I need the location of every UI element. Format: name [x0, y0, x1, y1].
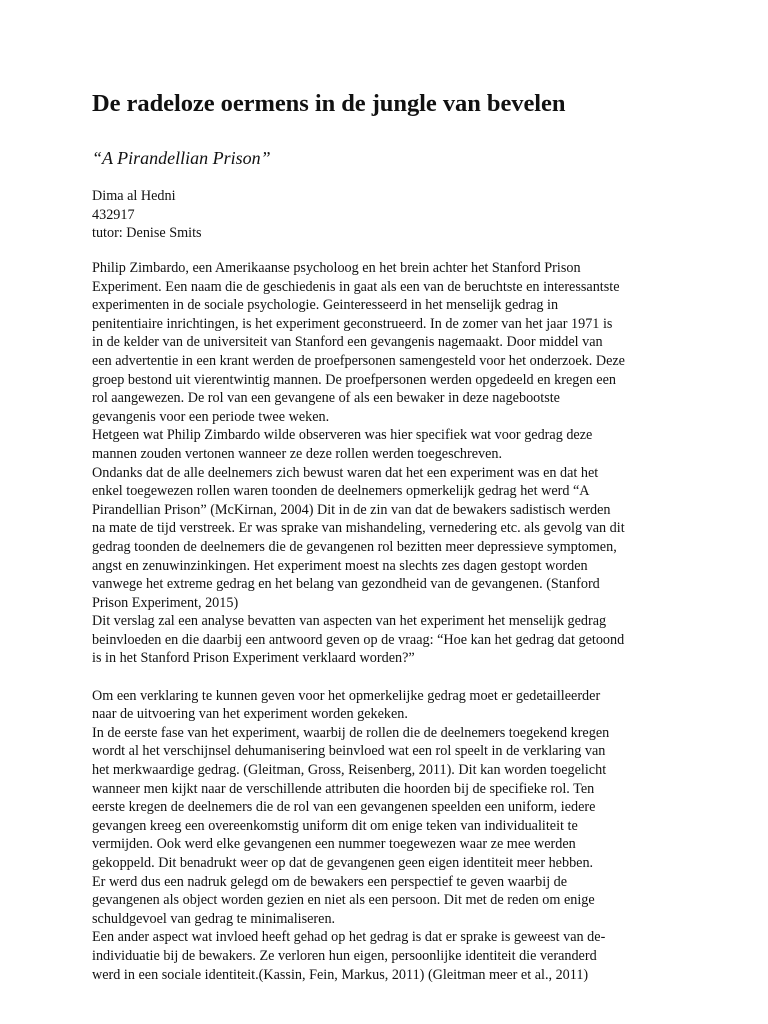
student-number: 432917: [92, 206, 135, 223]
text-line: experimenten in de sociale psychologie. Geinteresseerd in het menselijk gedrag in: [92, 297, 559, 314]
text-line: in de kelder van de universiteit van Stanford een gevangenis nagemaakt. Door middel van: [92, 334, 603, 351]
text-line: wanneer men kijkt naar de verschillende attributen die hoorden bij de specifieke rol. Ten: [92, 780, 595, 797]
text-line: Ondanks dat de alle deelnemers zich bewust waren dat het een experiment was en dat het: [92, 464, 599, 481]
text-line: In de eerste fase van het experiment, waarbij de rollen die de deelnemers toegekend kregen: [92, 724, 610, 741]
text-line: angst en zenuwinzinkingen. Het experiment moest na slechts zes dagen gestopt worden: [92, 557, 588, 574]
text-line: werd in een sociale identiteit.(Kassin, Fein, Markus, 2011) (Gleitman meer et al., 2011): [92, 966, 589, 983]
body-text: [92, 259, 702, 984]
document-title: De radeloze oermens in de jungle van bevelen: [92, 90, 566, 117]
text-line: gevangen kreeg een overeenkomstig uniform dit om enige teken van individualiteit te: [92, 817, 578, 834]
text-line: Een ander aspect wat invloed heeft gehad op het gedrag is dat er sprake is geweest van de-: [92, 929, 606, 946]
text-line: het merkwaardige gedrag. (Gleitman, Gross, Reisenberg, 2011). Dit kan worden toegelicht: [92, 762, 607, 779]
text-line: penitentiaire inrichtingen, is het experiment geconstrueerd. In de zomer van het jaar 1971 is: [92, 315, 613, 332]
paragraph-spacer: [92, 668, 702, 687]
text-line: naar de uitvoering van het experiment worden gekeken.: [92, 706, 408, 723]
text-line: groep bestond uit vierentwintig mannen. De proefpersonen werden opgedeeld en kregen een: [92, 371, 616, 388]
text-line: individuatie bij de bewakers. Ze verloren hun eigen, persoonlijke identiteit die veranderd: [92, 947, 597, 964]
document-subtitle: “A Pirandellian Prison”: [92, 148, 271, 168]
text-line: vanwege het extreme gedrag en het belang van gezondheid van de gevangenen. (Stanford: [92, 576, 600, 593]
text-line: gedrag toonden de deelnemers die de gevangenen rol bezitten meer depressieve symptomen,: [92, 538, 617, 555]
text-line: na mate de tijd verstreek. Er was sprake van mishandeling, vernedering etc. als gevolg van dit: [92, 520, 625, 537]
text-line: Philip Zimbardo, een Amerikaanse psycholoog en het brein achter het Stanford Prison: [92, 260, 581, 276]
text-line: wordt al het verschijnsel dehumanisering beinvloed wat een rol speelt in de verklaring van: [92, 743, 606, 760]
text-line: Er werd dus een nadruk gelegd om de bewakers een perspectief te geven waarbij de: [92, 873, 568, 890]
text-line: Om een verklaring te kunnen geven voor het opmerkelijke gedrag moet er gedetailleerder: [92, 687, 601, 704]
text-line: beinvloeden en die daarbij een antwoord geven op de vraag: “Hoe kan het gedrag dat getoond: [92, 631, 625, 648]
text-line: vermijden. Ook werd elke gevangenen een nummer toegewezen waar ze mee werden: [92, 836, 576, 853]
author-block: [92, 187, 202, 243]
text-line: gekoppeld. Dit benadrukt weer op dat de gevangenen geen eigen identiteit meer hebben.: [92, 855, 594, 871]
text-line: rol aangewezen. De rol van een gevangene of als een bewaker in deze nagebootste: [92, 390, 560, 407]
tutor-name: tutor: Denise Smits: [92, 225, 202, 242]
text-line: een advertentie in een krant werden de proefpersonen samengesteld voor het onderzoek. Deze: [92, 352, 625, 369]
text-line: mannen zouden vertonen wanneer ze deze rollen werden toegeschreven.: [92, 445, 503, 462]
text-line: gevangenis voor een periode twee weken.: [92, 408, 330, 425]
text-line: Pirandellian Prison” (McKirnan, 2004) Dit in de zin van dat de bewakers sadistisch werden: [92, 501, 611, 518]
author-name: Dima al Hedni: [92, 188, 176, 204]
text-line: schuldgevoel van gedrag te minimaliseren.: [92, 910, 336, 927]
text-line: gevangenen als object worden gezien en niet als een persoon. Dit met de reden om enige: [92, 892, 595, 909]
text-line: eerste kregen de deelnemers die de rol van een gevangenen speelden een uniform, iedere: [92, 799, 596, 816]
text-line: Experiment. Een naam die de geschiedenis in gaat als een van de beruchtste en interessantste: [92, 278, 620, 295]
text-line: Hetgeen wat Philip Zimbardo wilde observeren was hier specifiek wat voor gedrag deze: [92, 427, 593, 444]
text-line: Prison Experiment, 2015): [92, 594, 239, 611]
text-line: is in het Stanford Prison Experiment verklaard worden?”: [92, 650, 415, 667]
text-line: Dit verslag zal een analyse bevatten van aspecten van het experiment het menselijk gedrag: [92, 613, 607, 630]
text-line: enkel toegewezen rollen waren toonden de deelnemers opmerkelijk gedrag het werd “A: [92, 483, 590, 500]
